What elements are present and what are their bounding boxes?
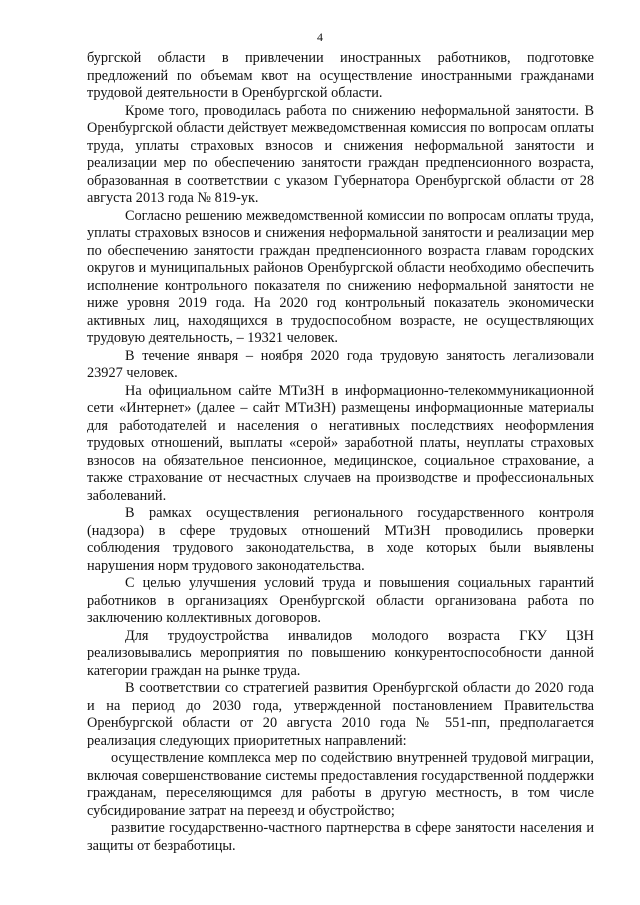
paragraph-commission-decision: Согласно решению межведомственной комиссии по вопросам оплаты труда, уплаты страховых взносов и снижения неформальной занятости и реализации мер по обеспечению занятости граждан предпенсионного возраста главам городских округов и муниципальных районов Оренбургской области необходимо обеспечить исполнение контрольного показателя по снижению неформальной занятости не ниже уровня 2019 года. На 2020 год контрольный показатель экономически активных лиц, находящихся в трудоспособном возрасте, не осуществляющих трудовую деятельность, – 19321 человек.	[87, 207, 594, 346]
document-body	[87, 50, 594, 855]
list-item-labor-migration: осуществление комплекса мер по содействию внутренней трудовой миграции, включая совершенствование системы предоставления государственной поддержки гражданам, переселяющимся для работы в другую местность, в том числе субсидирование затрат на переезд и обустройство;	[87, 750, 594, 819]
paragraph-website-materials: На официальном сайте МТиЗН в информационно-телекоммуникационной сети «Интернет» (далее – сайт МТиЗН) размещены информационные материалы для работодателей и населения о негативных последствиях неоформления трудовых отношений, выплаты «серой» заработной платы, неуплаты страховых взносов на обязательное пенсионное, медицинское, социальное страхование, а также страхование от несчастных случаев на производстве и профессиональных заболеваний.	[87, 382, 594, 504]
paragraph-continued: бургской области в привлечении иностранных работников, подготовке предложений по объемам квот на осуществление иностранными гражданами трудовой деятельности в Оренбургской области.	[87, 50, 594, 101]
paragraph-legalized-employment: В течение января – ноября 2020 года трудовую занятость легализовали 23927 человек.	[87, 347, 594, 381]
paragraph-collective-agreements: С целью улучшения условий труда и повышения социальных гарантий работников в организациях Оренбургской области организована работа по заключению коллективных договоров.	[87, 575, 594, 626]
paragraph-informal-employment: Кроме того, проводилась работа по снижению неформальной занятости. В Оренбургской области действует межведомственная комиссия по вопросам оплаты труда, уплаты страховых взносов и снижения неформальной занятости и реализации мер по обеспечению занятости граждан предпенсионного возраста, образованная в соответствии с указом Губернатора Оренбургской области от 28 августа 2013 года № 819-ук.	[87, 102, 594, 206]
paragraph-disabled-youth: Для трудоустройства инвалидов молодого возраста ГКУ ЦЗН реализовывались мероприятия по повышению конкурентоспособности данной категории граждан на рынке труда.	[87, 627, 594, 679]
paragraph-development-strategy: В соответствии со стратегией развития Оренбургской области до 2020 года и на период до 2030 года, утвержденной постановлением Правительства Оренбургской области от 20 августа 2010 года № 551-пп, предполагается реализация следующих приоритетных направлений:	[87, 680, 594, 749]
paragraph-state-control: В рамках осуществления регионального государственного контроля (надзора) в сфере трудовых отношений МТиЗН проводились проверки соблюдения трудового законодательства, в ходе которых были выявлены нарушения норм трудового законодательства.	[87, 505, 594, 574]
page-number: 4	[317, 30, 323, 44]
list-item-public-private-partnership: развитие государственно-частного партнерства в сфере занятости населения и защиты от безработицы.	[87, 820, 594, 854]
